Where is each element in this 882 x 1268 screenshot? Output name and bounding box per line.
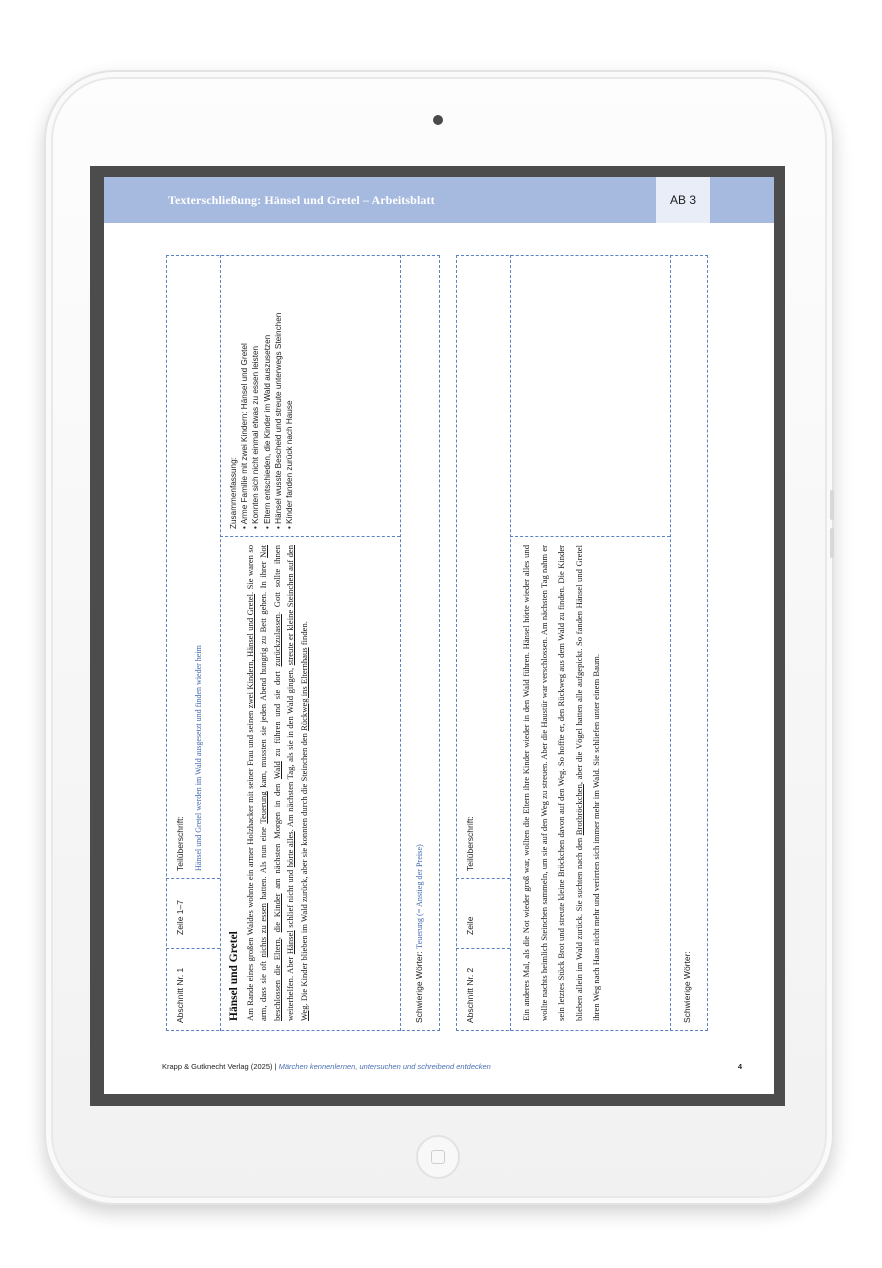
summary-item: • Arme Familie mit zwei Kindern: Hänsel und Gretel — [239, 263, 250, 529]
volume-button — [830, 490, 834, 520]
section2-col-divider — [510, 536, 670, 537]
story-underlined: hörte alles — [285, 831, 296, 868]
story-title: Hänsel und Gretel — [228, 931, 240, 1021]
footer-subtitle: Märchen kennenlernen, untersuchen und schreibend entdecken — [278, 1062, 491, 1071]
story-segment: . Am nächsten Tag, als sie in den Wald gingen, — [285, 665, 296, 832]
worksheet-area — [166, 255, 712, 1031]
story-underlined: Wald — [271, 761, 282, 780]
story-segment: finden. — [298, 621, 309, 648]
section1-col-divider — [166, 878, 220, 879]
story-segment: kam, mussten sie jeden Abend hungrig zu Bett gehen. In ihrer — [258, 557, 269, 792]
section1-subtitle-label: Teilüberschrift: — [175, 816, 185, 871]
section2-difficult-label: Schwierige Wörter: — [682, 951, 692, 1023]
volume-button — [830, 528, 834, 558]
camera-icon — [433, 115, 443, 125]
summary-list — [239, 263, 295, 529]
section1-row-divider — [400, 255, 401, 1031]
section2-row-divider — [510, 255, 511, 1031]
story-underlined: Brotbröckchen — [573, 784, 584, 836]
story-segment: , — [271, 932, 282, 940]
story-segment: . Die Kinder blieben im Wald zurück, aber sie konnten durch die Steinchen den — [298, 730, 309, 1006]
story-segment: hatten. Als nun eine — [258, 823, 269, 904]
page-footer — [162, 1062, 742, 1076]
story-segment: Ein anderes Mal, als die Not wieder groß war, wollten die Eltern ihre Kinder wieder in den Wald führen. Hänsel hörte wieder alles und wollte nachts heimlich Steinchen sammeln, um sie auf den Weg zu streuen. Aber die Haustür war verschlossen. Am nächsten Tag nahm er sein letztes Stück Brot und streute kleine Bröckchen davon auf den Weg. So hoffte er, den Rückweg aus dem Wald zu finden. Die Kinder blieben allein im Wald zurück. Sie suchten nach den — [521, 545, 584, 1021]
document-page — [104, 177, 774, 1094]
section1-col-divider — [166, 948, 220, 949]
story-underlined: zurückzulassen — [271, 614, 282, 667]
story-underlined: Not beschlossen die Eltern — [258, 544, 282, 1021]
section1-row-divider — [220, 255, 221, 1031]
section1-subtitle-answer: Hänsel und Gretel werden im Wald ausgesetzt und finden wieder heim — [194, 645, 203, 871]
story-underlined: zwei Kindern, Hänsel und Gretel — [245, 593, 255, 709]
story-segment: schlief nicht und — [285, 867, 296, 931]
section2-number-label: Abschnitt Nr. 2 — [465, 967, 475, 1023]
worksheet-badge: AB 3 — [656, 177, 710, 223]
section1-number-label: Abschnitt Nr. 1 — [175, 967, 185, 1023]
difficult-answer: Teuerung (= Anstieg der Preise) — [415, 844, 424, 949]
section1-line-label: Zeile 1–7 — [175, 900, 185, 935]
difficult-label: Schwierige Wörter: — [414, 951, 424, 1023]
header-band — [104, 177, 774, 223]
section2-col-divider — [456, 948, 510, 949]
section1-summary — [228, 263, 295, 529]
home-button[interactable] — [416, 1135, 460, 1179]
story-segment: . Gott sollte ihnen weiterhelfen. Aber — [271, 545, 296, 1021]
footer-publisher: Krapp & Gutknecht Verlag (2025) | — [162, 1062, 279, 1071]
worksheet-rotated — [166, 255, 712, 1031]
story-segment: am nächsten Morgen in den — [271, 779, 282, 894]
summary-item: • Kinder fanden zurück nach Hause — [284, 263, 295, 529]
section1-difficult-words — [414, 844, 424, 1023]
story-text — [244, 545, 311, 1021]
summary-item: • Eltern entschieden, die Kinder im Wald auszusetzen — [262, 263, 273, 529]
summary-item: • Hänsel wusste Bescheid und streute unterwegs Steinchen — [273, 263, 284, 529]
home-square-icon — [431, 1150, 445, 1164]
story-underlined: Teuerung — [258, 791, 269, 824]
section1-col-divider — [220, 536, 400, 537]
story-segment: zu führen und sie dort — [271, 666, 282, 762]
story-underlined: nichts zu essen — [258, 903, 269, 958]
story-segment: . Sie waren so arm, dass sie oft — [245, 545, 269, 1021]
story-underlined: Rückweg ins Elternhaus — [298, 647, 309, 731]
section2-subtitle-label: Teilüberschrift: — [465, 816, 475, 871]
story-underlined: streute er kleine Steinchen auf den Weg — [285, 544, 309, 1021]
summary-heading: Zusammenfassung: — [229, 457, 238, 529]
summary-item: • Konnten sich nicht einmal etwas zu essen leisten — [250, 263, 261, 529]
section2-col-divider — [456, 878, 510, 879]
section2-line-label: Zeile — [465, 916, 475, 935]
section2-story-text — [518, 545, 606, 1021]
page-number: 4 — [737, 1062, 742, 1071]
story-underlined: Hänsel — [285, 930, 296, 955]
page-title: Texterschließung: Hänsel und Gretel – Arbeitsblatt — [168, 193, 435, 207]
story-segment: Am Rande eines großen Waldes wohnte ein armer Holzhacker mit seiner Frau und seinen — [245, 708, 255, 1021]
section2-row-divider — [670, 255, 671, 1031]
story-underlined: die Kinder — [271, 893, 282, 933]
story-segment: , aber die Vögel hatten alle aufgepickt. So fanden Hänsel und Gretel ihren Weg nach Haus nicht mehr und verirrten sich immer mehr im Wald. Sie schliefen unter einem Baum. — [573, 545, 601, 1021]
section1-story — [228, 545, 311, 1021]
